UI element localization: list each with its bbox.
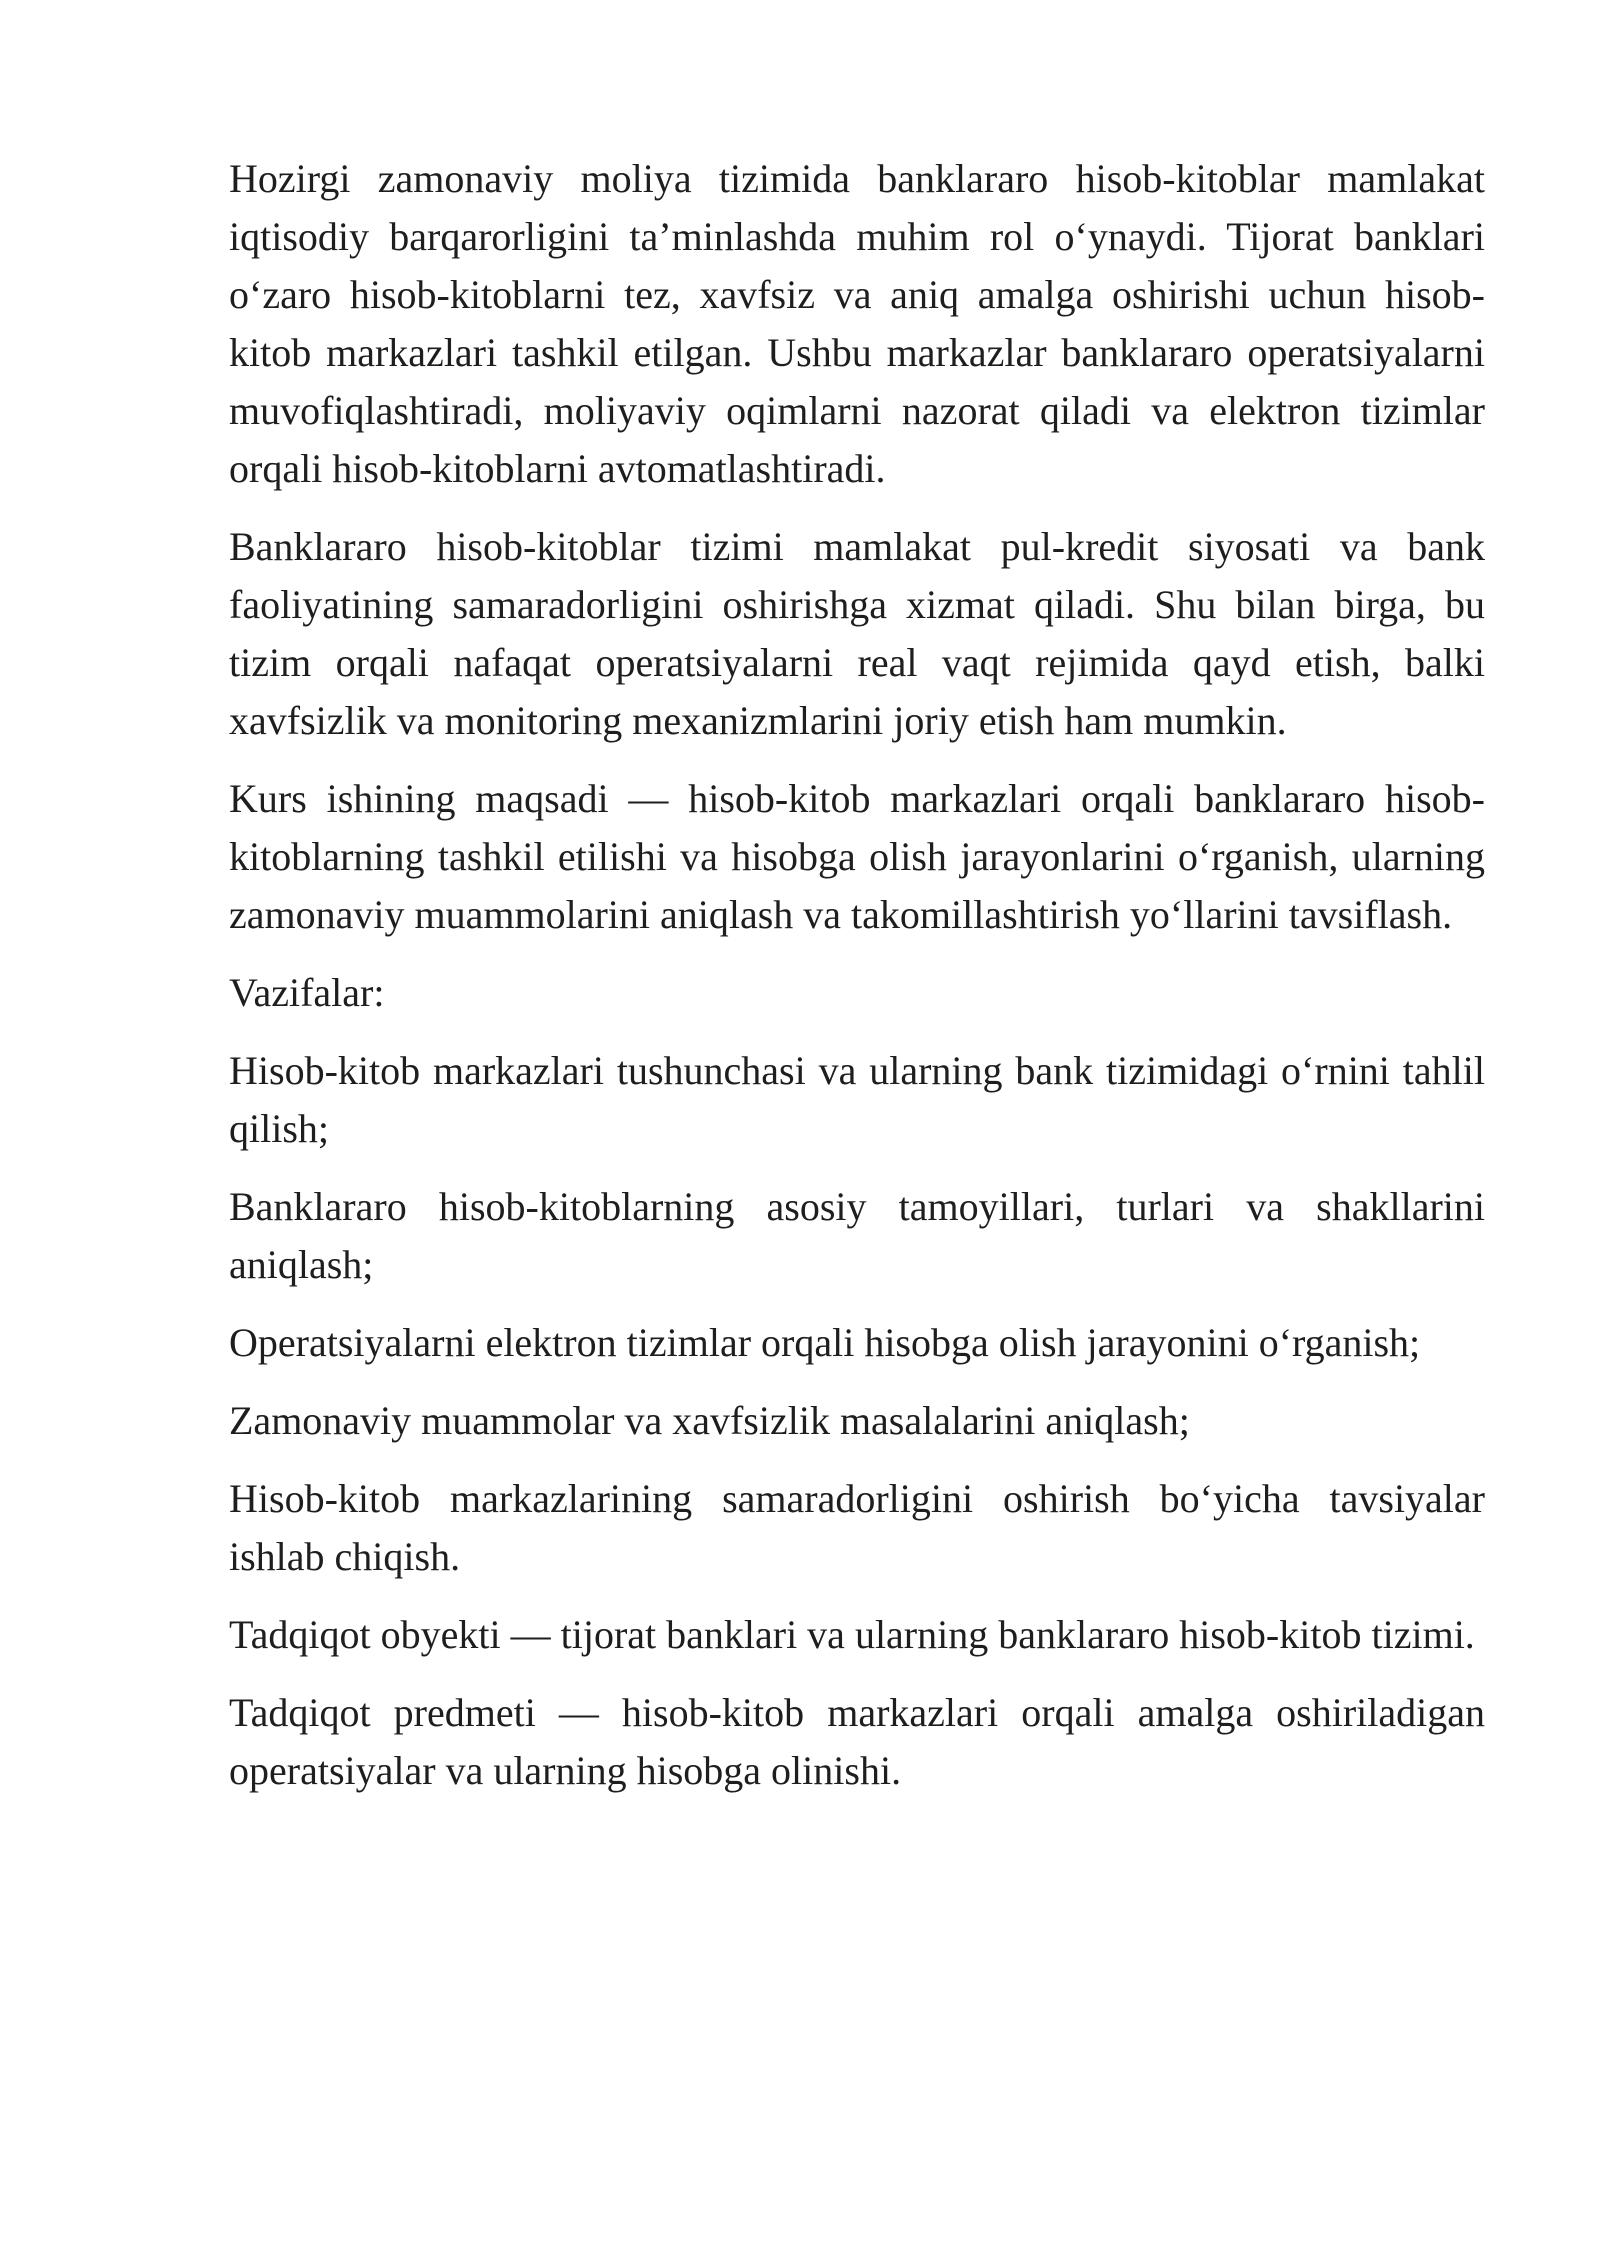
tasks-heading: Vazifalar: bbox=[229, 970, 385, 1015]
goal-paragraph: Kurs ishining maqsadi — hisob-kitob markazlari orqali banklararo hisob-kitoblarning tashkil etilishi va hisobga olish jarayonlarini o‘rganish, ularning zamonaviy muammolarini aniqlash va takomillashtirish yo‘llarini tavsiflash. bbox=[229, 776, 1485, 937]
task-item: Zamonaviy muammolar va xavfsizlik masalalarini aniqlash; bbox=[229, 1398, 1190, 1443]
document-page bbox=[229, 150, 1485, 1820]
intro-paragraph: Hozirgi zamonaviy moliya tizimida banklararo hisob-kitoblar mamlakat iqtisodiy barqarorligini ta’minlashda muhim rol o‘ynaydi. Tijorat banklari o‘zaro hisob-kitoblarni tez, xavfsiz va aniq amalga oshirishi uchun hisob-kitob markazlari tashkil etilgan. Ushbu markazlar banklararo operatsiyalarni muvofiqlashtiradi, moliyaviy oqimlarni nazorat qiladi va elektron tizimlar orqali hisob-kitoblarni avtomatlashtiradi. bbox=[229, 156, 1485, 491]
research-subject-paragraph: Tadqiqot predmeti — hisob-kitob markazlari orqali amalga oshiriladigan operatsiyalar va ularning hisobga olinishi. bbox=[229, 1690, 1485, 1793]
research-object-paragraph: Tadqiqot obyekti — tijorat banklari va ularning banklararo hisob-kitob tizimi. bbox=[229, 1612, 1475, 1657]
task-item: Hisob-kitob markazlarining samaradorligini oshirish bo‘yicha tavsiyalar ishlab chiqish. bbox=[229, 1476, 1485, 1579]
task-item: Banklararo hisob-kitoblarning asosiy tamoyillari, turlari va shakllarini aniqlash; bbox=[229, 1184, 1485, 1287]
system-paragraph: Banklararo hisob-kitoblar tizimi mamlakat pul-kredit siyosati va bank faoliyatining samaradorligini oshirishga xizmat qiladi. Shu bilan birga, bu tizim orqali nafaqat operatsiyalarni real vaqt rejimida qayd etish, balki xavfsizlik va monitoring mexanizmlarini joriy etish ham mumkin. bbox=[229, 524, 1485, 743]
task-item: Hisob-kitob markazlari tushunchasi va ularning bank tizimidagi o‘rnini tahlil qilish; bbox=[229, 1048, 1485, 1151]
task-item: Operatsiyalarni elektron tizimlar orqali hisobga olish jarayonini o‘rganish; bbox=[229, 1320, 1421, 1365]
